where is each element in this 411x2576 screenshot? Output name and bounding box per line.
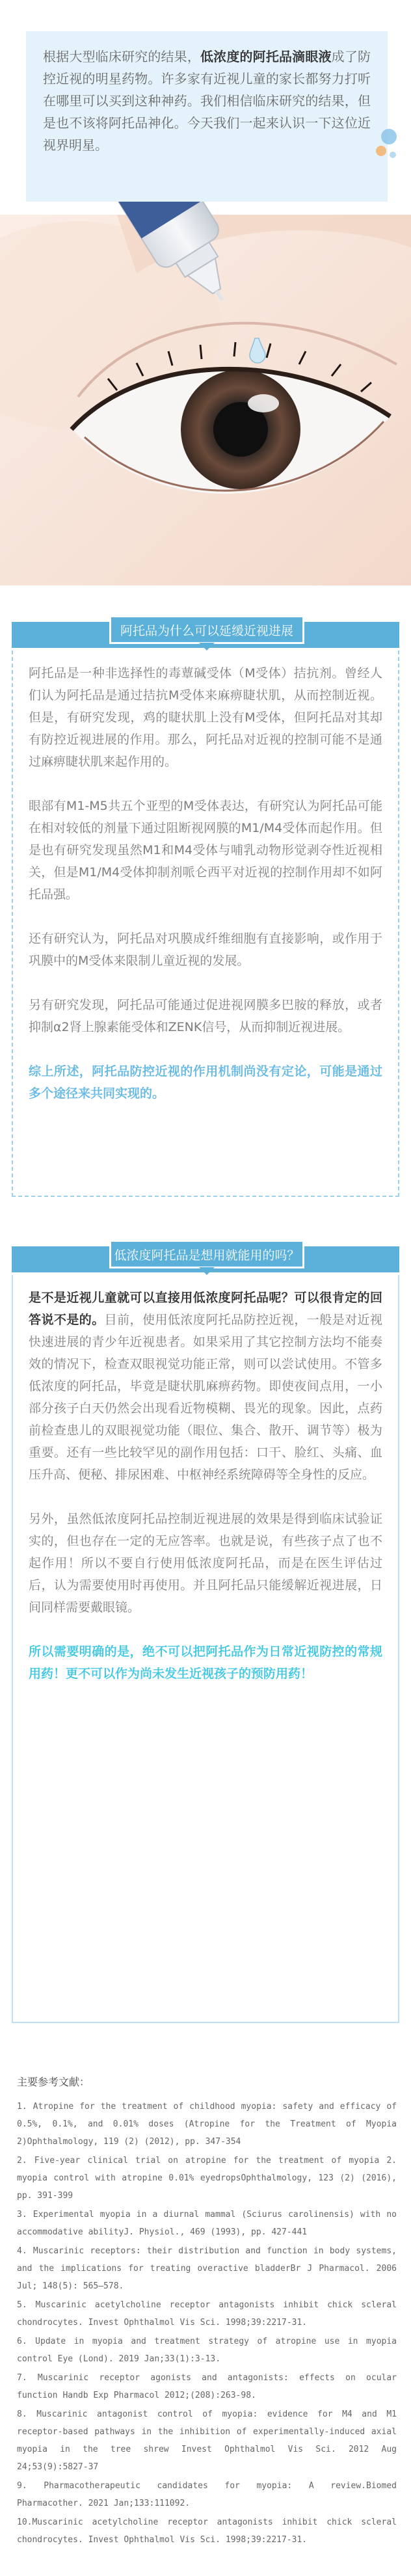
hero-section <box>0 0 411 585</box>
section1-paragraph-1: 阿托品是一种非选择性的毒蕈碱受体（M受体）拮抗剂。曾经人们认为阿托品是通过拮抗M受体来麻痹睫状肌，从而控制近视。但是，有研究发现，鸡的睫状肌上没有M受体，但阿托品对其却有防控近视进展的作用。那么，阿托品对近视的控制可能不是通过麻痹睫状肌来起作用的。 <box>29 666 382 769</box>
reference-item: 6. Update in myopia and treatment strategy of atropine use in myopia control Eye (Lond). 2019 Jan;33(1):3-13. <box>17 2337 397 2364</box>
reference-item: 5. Muscarinic acetylcholine receptor antagonists inhibit chick scleral chondrocytes. Invest Ophthalmol Vis Sci. 1998;39:2217-31. <box>17 2300 397 2328</box>
reference-item: 7. Muscarinic receptor agonists and antagonists: effects on ocular function Handb Exp Pharmacol 2012;(208):263-98. <box>17 2373 397 2400</box>
references-title: 主要参考文献： <box>17 2076 90 2088</box>
section1-paragraph-2: 眼部有M1-M5共五个亚型的M受体表达，有研究认为阿托品可能在相对较低的剂量下通过阻断视网膜的M1/M4受体而起作用。但是也有研究发现虽然M1和M4受体与哺乳动物形觉剥夺性近视相关，但是M1/M4受体抑制剂哌仑西平对近视的控制作用却不如阿托品强。 <box>29 799 382 902</box>
reference-item: 4. Muscarinic receptors: their distribution and function in body systems, and the implications for treating overactive bladderBr J Pharmacol. 2006 Jul; 148(5): 565–578. <box>17 2246 397 2291</box>
reference-item: 9. Pharmacotherapeutic candidates for myopia: A review.Biomed Pharmacother. 2021 Jan;133:111092. <box>17 2481 397 2508</box>
reference-item: 10.Muscarinic acetylcholine receptor antagonists inhibit chick scleral chondrocytes. Invest Ophthalmol Vis Sci. 1998;39:2217-31. <box>17 2517 397 2545</box>
section2-paragraph-1 <box>29 1287 382 1486</box>
intro-text-a: 根据大型临床研究的结果， <box>43 49 200 64</box>
section2-title: 低浓度阿托品是想用就能用的吗？ <box>109 1240 304 1268</box>
decor-bubbles-icon <box>373 124 399 163</box>
section2-paragraph-1-lead: 是不是近视儿童就可以直接用低浓度阿托品呢？可以很肯定的回答说不是的。 <box>29 1291 382 1327</box>
section2-paragraph-1-rest: 目前，使用低浓度阿托品防控近视，一般是对近视快速进展的青少年近视患者。如果采用了其它控制方法均不能奏效的情况下，检查双眼视觉功能正常，则可以尝试使用。不管多低浓度的阿托品，毕竟是睫状肌麻痹药物。即使夜间点用，一小部分孩子白天仍然会出现看近物模糊、畏光的现象。因此，点药前检查患儿的双眼视觉功能（眼位、集合、散开、调节等）极为重要。还有一些比较罕见的副作用包括：口干、脸红、头痛、血压升高、便秘、排尿困难、中枢神经系统障碍等全身性的反应。 <box>29 1313 382 1482</box>
section1-paragraph-3: 还有研究认为，阿托品对巩膜成纤维细胞有直接影响，或作用于巩膜中的M受体来限制儿童近视的发展。 <box>29 932 382 968</box>
reference-item: 8. Muscarinic antagonist control of myopia: evidence for M4 and M1 receptor-based pathways in the inhibition of experimentally-induced axial myopia in the tree shrew Invest Ophthalmol Vis Sci. 2012 Aug 24;53(9):5827-37 <box>17 2409 397 2472</box>
references <box>17 2074 397 2550</box>
section1-header-notch <box>199 643 215 651</box>
section2-header <box>12 1236 399 1275</box>
reference-item: 2. Five-year clinical trial on atropine for the treatment of myopia 2. myopia control with atropine 0.01% eyedropsOphthalmology, 123 (2) (2016), pp. 391-399 <box>17 2156 397 2201</box>
intro-text-b: 成了防控近视的明星药物。许多家有近视儿童的家长都努力打听在哪里可以买到这种神药。我们相信临床研究的结果，但是也不该将阿托品神化。今天我们一起来认识一下这位近视界明星。 <box>43 49 371 153</box>
intro-highlight: 低浓度的阿托品滴眼液 <box>200 49 332 64</box>
intro-card <box>26 31 388 202</box>
section1-title: 阿托品为什么可以延缓近视进展 <box>109 615 304 644</box>
section2-conclusion: 所以需要明确的是，绝不可以把阿托品作为日常近视防控的常规用药！更不可以作为尚未发生近视孩子的预防用药！ <box>29 1644 382 1681</box>
intro-text <box>43 46 371 156</box>
section2-paragraph-2: 另外，虽然低浓度阿托品控制近视进展的效果是得到临床试验证实的，但也存在一定的无应答率。也就是说，有些孩子点了也不起作用！所以不要自行使用低浓度阿托品，而是在医生评估过后，认为需要使用时再使用。并且阿托品只能缓解近视进展，日间同样需要戴眼镜。 <box>29 1512 382 1615</box>
section1-header <box>12 611 399 651</box>
section2-header-notch <box>199 1267 215 1275</box>
reference-item: 3. Experimental myopia in a diurnal mammal (Sciurus carolinensis) with no accommodative abilityJ. Physiol., 469 (1993), pp. 427-441 <box>17 2210 397 2237</box>
section1-paragraph-4: 另有研究发现，阿托品可能通过促进视网膜多巴胺的释放，或者抑制α2肾上腺素能受体和ZENK信号，从而抑制近视进展。 <box>29 998 382 1034</box>
section1-body <box>12 651 399 1197</box>
section1-conclusion: 综上所述，阿托品防控近视的作用机制尚没有定论，可能是通过多个途径来共同实现的。 <box>29 1064 382 1101</box>
section2-body <box>12 1275 399 2023</box>
reference-item: 1. Atropine for the treatment of childhood myopia: safety and efficacy of 0.5%, 0.1%, and 0.01% doses (Atropine for the Treatment of Myopia 2)Ophthalmology, 119 (2) (2012), pp. 347-354 <box>17 2102 397 2147</box>
